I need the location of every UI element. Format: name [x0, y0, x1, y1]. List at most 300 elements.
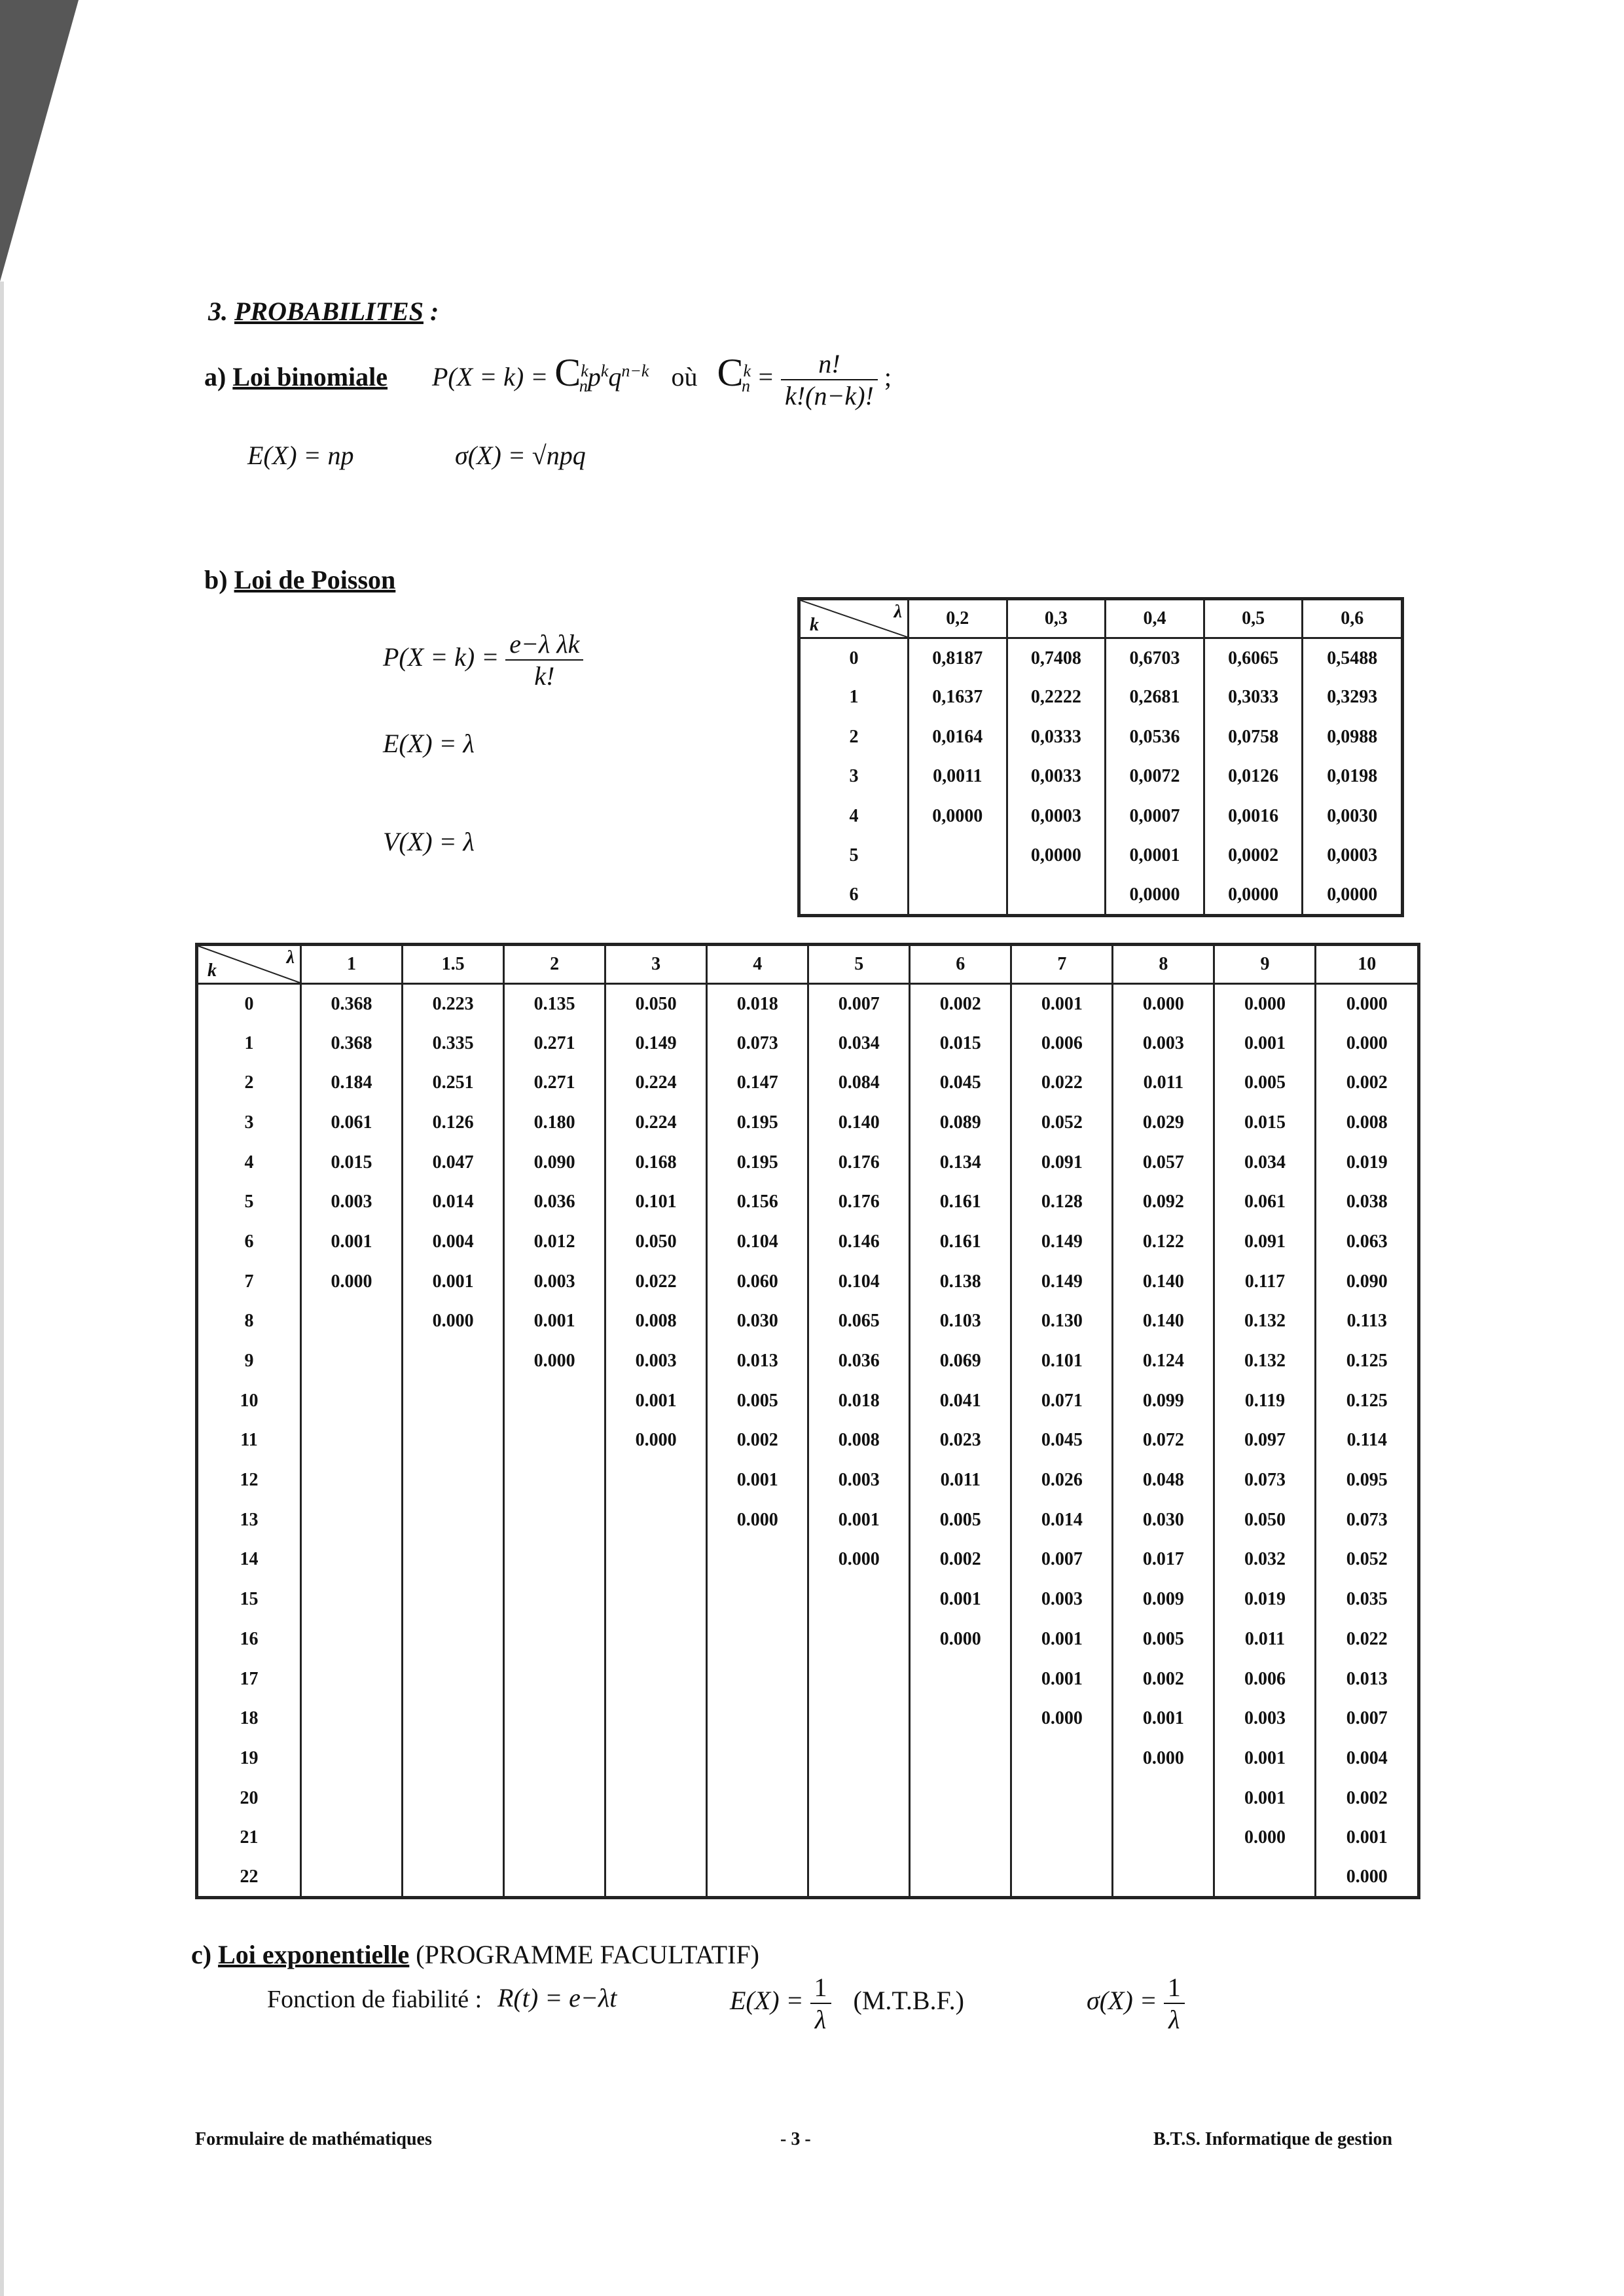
k-value-cell: 9	[197, 1341, 301, 1381]
probability-cell: 0.368	[301, 984, 403, 1024]
probability-cell: 0,0011	[909, 757, 1007, 797]
k-value-cell: 0	[197, 984, 301, 1024]
probability-cell	[403, 1699, 504, 1739]
probability-cell: 0.073	[1214, 1461, 1316, 1501]
probability-cell	[910, 1699, 1011, 1739]
probability-cell: 0.140	[808, 1103, 910, 1143]
probability-cell: 0.015	[301, 1142, 403, 1182]
probability-cell: 0.223	[403, 984, 504, 1024]
probability-cell	[1214, 1858, 1316, 1898]
probability-cell: 0.095	[1316, 1461, 1419, 1501]
probability-cell: 0.003	[1011, 1580, 1113, 1620]
binomial-heading	[204, 361, 388, 392]
probability-cell: 0.011	[910, 1461, 1011, 1501]
lambda-header-cell: 4	[707, 945, 808, 984]
table-row	[197, 1739, 1419, 1779]
binomial-title: Loi binomiale	[232, 362, 388, 392]
probability-cell: 0.013	[707, 1341, 808, 1381]
probability-cell	[301, 1540, 403, 1580]
table-row	[197, 1302, 1419, 1341]
k-value-cell: 3	[799, 757, 909, 797]
probability-cell: 0,1637	[909, 678, 1007, 718]
probability-cell: 0.149	[605, 1023, 707, 1063]
probability-cell	[504, 1500, 605, 1540]
poisson-formula-lhs: P(X = k) =	[383, 642, 499, 672]
scan-edge	[0, 282, 4, 2296]
table-row	[799, 757, 1403, 797]
probability-cell: 0,0988	[1303, 718, 1403, 757]
lambda-header-cell: 6	[910, 945, 1011, 984]
lambda-header-cell: 0,3	[1007, 599, 1106, 638]
probability-cell: 0.368	[301, 1023, 403, 1063]
probability-cell	[403, 1341, 504, 1381]
probability-cell: 0,0536	[1106, 718, 1204, 757]
probability-cell	[1113, 1818, 1214, 1858]
probability-cell	[1011, 1778, 1113, 1818]
table-row	[197, 1500, 1419, 1540]
probability-cell: 0.036	[808, 1341, 910, 1381]
lambda-header-cell: 7	[1011, 945, 1113, 984]
probability-cell: 0.149	[1011, 1222, 1113, 1262]
probability-cell	[403, 1858, 504, 1898]
poisson-heading	[204, 564, 395, 595]
probability-cell: 0.030	[707, 1302, 808, 1341]
poisson-variance: V(X) = λ	[383, 827, 475, 856]
probability-cell: 0.000	[1316, 1858, 1419, 1898]
table-row	[197, 1540, 1419, 1580]
expectation-frac-num: 1	[810, 1972, 831, 2004]
probability-cell: 0,8187	[909, 638, 1007, 678]
probability-cell: 0.072	[1113, 1421, 1214, 1461]
probability-cell: 0.090	[1316, 1262, 1419, 1302]
probability-cell: 0.117	[1214, 1262, 1316, 1302]
probability-cell: 0.017	[1113, 1540, 1214, 1580]
probability-cell: 0.001	[1011, 1620, 1113, 1660]
probability-cell: 0,2681	[1106, 678, 1204, 718]
exponential-title: Loi exponentielle	[218, 1940, 410, 1969]
probability-cell: 0.001	[1011, 984, 1113, 1024]
probability-cell: 0,0000	[1303, 876, 1403, 916]
table-row	[197, 1818, 1419, 1858]
probability-cell: 0.004	[403, 1222, 504, 1262]
probability-cell: 0.008	[808, 1421, 910, 1461]
probability-cell: 0.000	[1113, 1739, 1214, 1779]
probability-cell: 0.180	[504, 1103, 605, 1143]
probability-cell	[605, 1659, 707, 1699]
table-row	[197, 1381, 1419, 1421]
probability-cell: 0,7408	[1007, 638, 1106, 678]
probability-cell: 0.035	[1316, 1580, 1419, 1620]
probability-cell: 0.147	[707, 1063, 808, 1103]
footer-right: B.T.S. Informatique de gestion	[1153, 2129, 1393, 2149]
binomial-label: a)	[204, 362, 226, 392]
probability-cell: 0.091	[1011, 1142, 1113, 1182]
k-value-cell: 2	[799, 718, 909, 757]
k-value-cell: 0	[799, 638, 909, 678]
table-row	[799, 678, 1403, 718]
probability-cell: 0.011	[1113, 1063, 1214, 1103]
probability-cell	[301, 1461, 403, 1501]
probability-cell: 0.001	[808, 1500, 910, 1540]
k-value-cell: 2	[197, 1063, 301, 1103]
k-value-cell: 12	[197, 1461, 301, 1501]
probability-cell: 0.013	[1316, 1659, 1419, 1699]
probability-cell: 0.149	[1011, 1262, 1113, 1302]
probability-cell: 0.019	[1316, 1142, 1419, 1182]
table-row	[197, 1461, 1419, 1501]
k-value-cell: 21	[197, 1818, 301, 1858]
probability-cell	[504, 1461, 605, 1501]
table-row	[799, 638, 1403, 678]
table-row	[799, 797, 1403, 837]
probability-cell	[1113, 1858, 1214, 1898]
probability-cell: 0.005	[1113, 1620, 1214, 1660]
probability-cell: 0,0001	[1106, 836, 1204, 876]
probability-cell	[403, 1421, 504, 1461]
sigma-lhs: σ(X) =	[1087, 1986, 1157, 2016]
probability-cell	[808, 1580, 910, 1620]
probability-cell: 0.050	[605, 984, 707, 1024]
probability-cell	[808, 1699, 910, 1739]
probability-cell: 0.176	[808, 1142, 910, 1182]
probability-cell	[301, 1580, 403, 1620]
probability-cell: 0.073	[707, 1023, 808, 1063]
table-row	[197, 1341, 1419, 1381]
probability-cell	[301, 1421, 403, 1461]
probability-cell: 0.001	[1214, 1739, 1316, 1779]
probability-cell	[909, 836, 1007, 876]
section-heading	[208, 296, 439, 327]
probability-cell: 0.000	[1011, 1699, 1113, 1739]
probability-cell: 0.000	[910, 1620, 1011, 1660]
probability-cell: 0.128	[1011, 1182, 1113, 1222]
corner-k-label: k	[810, 615, 819, 635]
probability-cell	[403, 1500, 504, 1540]
probability-cell	[301, 1620, 403, 1660]
probability-cell	[403, 1540, 504, 1580]
probability-cell	[707, 1580, 808, 1620]
binomial-sigma: σ(X) = √npq	[455, 441, 586, 470]
probability-cell	[605, 1500, 707, 1540]
table-row	[197, 1063, 1419, 1103]
probability-cell: 0.092	[1113, 1182, 1214, 1222]
k-value-cell: 10	[197, 1381, 301, 1421]
probability-cell	[403, 1659, 504, 1699]
probability-cell	[707, 1739, 808, 1779]
probability-cell: 0.135	[504, 984, 605, 1024]
k-value-cell: 8	[197, 1302, 301, 1341]
probability-cell: 0.004	[1316, 1739, 1419, 1779]
probability-cell: 0.195	[707, 1142, 808, 1182]
k-value-cell: 14	[197, 1540, 301, 1580]
probability-cell: 0.060	[707, 1262, 808, 1302]
probability-cell: 0.335	[403, 1023, 504, 1063]
poisson-label: b)	[204, 565, 228, 594]
probability-cell	[1011, 1739, 1113, 1779]
probability-cell	[301, 1818, 403, 1858]
probability-cell: 0.029	[1113, 1103, 1214, 1143]
corner-lambda-label: λ	[286, 947, 295, 968]
probability-cell: 0.038	[1316, 1182, 1419, 1222]
probability-cell: 0,0126	[1204, 757, 1303, 797]
probability-cell: 0.061	[301, 1103, 403, 1143]
probability-cell: 0.014	[1011, 1500, 1113, 1540]
probability-cell: 0,0003	[1007, 797, 1106, 837]
probability-cell	[301, 1302, 403, 1341]
probability-cell: 0.119	[1214, 1381, 1316, 1421]
probability-cell: 0.000	[504, 1341, 605, 1381]
poisson-formula-num: e−λ λk	[505, 629, 583, 661]
table-row	[197, 1778, 1419, 1818]
probability-cell	[301, 1500, 403, 1540]
probability-cell	[910, 1778, 1011, 1818]
exponential-heading	[191, 1939, 759, 1970]
probability-cell	[707, 1778, 808, 1818]
probability-cell: 0.034	[1214, 1142, 1316, 1182]
poisson-title: Loi de Poisson	[234, 565, 396, 594]
table-row	[197, 1659, 1419, 1699]
section-title: PROBABILITES	[234, 297, 424, 326]
probability-cell: 0.034	[808, 1023, 910, 1063]
probability-cell: 0.001	[301, 1222, 403, 1262]
probability-cell: 0.184	[301, 1063, 403, 1103]
probability-cell: 0.006	[1011, 1023, 1113, 1063]
probability-cell	[403, 1739, 504, 1779]
probability-cell	[403, 1818, 504, 1858]
table-row	[197, 1858, 1419, 1898]
probability-cell	[605, 1540, 707, 1580]
exponential-note: (PROGRAMME FACULTATIF)	[416, 1940, 759, 1969]
probability-cell: 0.138	[910, 1262, 1011, 1302]
probability-cell: 0.000	[301, 1262, 403, 1302]
section-suffix: :	[429, 297, 439, 326]
lambda-header-cell: 0,2	[909, 599, 1007, 638]
probability-cell: 0,0003	[1303, 836, 1403, 876]
probability-cell: 0,0000	[1007, 836, 1106, 876]
lambda-header-cell: 0,4	[1106, 599, 1204, 638]
probability-cell: 0.008	[605, 1302, 707, 1341]
poisson-formula	[383, 629, 583, 691]
probability-cell: 0,0758	[1204, 718, 1303, 757]
probability-cell: 0.000	[1214, 984, 1316, 1024]
lambda-header-cell: 5	[808, 945, 910, 984]
lambda-header-cell: 10	[1316, 945, 1419, 984]
probability-cell	[605, 1818, 707, 1858]
probability-cell: 0.001	[605, 1381, 707, 1421]
probability-cell	[1011, 1818, 1113, 1858]
probability-cell: 0.047	[403, 1142, 504, 1182]
table-row	[197, 1103, 1419, 1143]
probability-cell: 0.003	[301, 1182, 403, 1222]
probability-cell: 0.271	[504, 1023, 605, 1063]
table-row	[799, 718, 1403, 757]
probability-cell: 0.001	[707, 1461, 808, 1501]
probability-cell	[605, 1620, 707, 1660]
table-row	[197, 1182, 1419, 1222]
probability-cell	[707, 1659, 808, 1699]
probability-cell: 0.146	[808, 1222, 910, 1262]
probability-cell: 0.045	[910, 1063, 1011, 1103]
probability-cell: 0.065	[808, 1302, 910, 1341]
table-row	[197, 1262, 1419, 1302]
table-row	[197, 1620, 1419, 1660]
probability-cell: 0.134	[910, 1142, 1011, 1182]
probability-cell	[301, 1699, 403, 1739]
exponential-label: c)	[191, 1940, 212, 1969]
probability-cell: 0.005	[1214, 1063, 1316, 1103]
probability-cell	[301, 1381, 403, 1421]
probability-cell: 0.001	[1214, 1778, 1316, 1818]
probability-cell: 0.002	[1316, 1778, 1419, 1818]
k-value-cell: 7	[197, 1262, 301, 1302]
probability-cell: 0.125	[1316, 1381, 1419, 1421]
probability-cell: 0.090	[504, 1142, 605, 1182]
probability-cell: 0.002	[1113, 1659, 1214, 1699]
table-row	[197, 1580, 1419, 1620]
probability-cell: 0.003	[808, 1461, 910, 1501]
poisson-small-table	[797, 597, 1404, 917]
probability-cell: 0.001	[1214, 1023, 1316, 1063]
probability-cell: 0.161	[910, 1182, 1011, 1222]
probability-cell	[808, 1818, 910, 1858]
probability-cell: 0.125	[1316, 1341, 1419, 1381]
probability-cell: 0.009	[1113, 1580, 1214, 1620]
table-corner-cell	[197, 945, 301, 984]
probability-cell: 0.113	[1316, 1302, 1419, 1341]
probability-cell: 0.161	[910, 1222, 1011, 1262]
probability-cell	[403, 1381, 504, 1421]
mtbf-label: (M.T.B.F.)	[853, 1986, 964, 2016]
probability-cell: 0.084	[808, 1063, 910, 1103]
probability-cell: 0,0198	[1303, 757, 1403, 797]
poisson-expectation: E(X) = λ	[383, 729, 475, 758]
probability-cell: 0.132	[1214, 1341, 1316, 1381]
probability-cell: 0,2222	[1007, 678, 1106, 718]
probability-cell: 0.099	[1113, 1381, 1214, 1421]
probability-cell: 0.003	[605, 1341, 707, 1381]
probability-cell	[707, 1620, 808, 1660]
probability-cell: 0.001	[1316, 1818, 1419, 1858]
probability-cell: 0,5488	[1303, 638, 1403, 678]
probability-cell: 0.022	[605, 1262, 707, 1302]
probability-cell	[403, 1778, 504, 1818]
probability-cell: 0,6703	[1106, 638, 1204, 678]
table-row	[197, 1142, 1419, 1182]
probability-cell	[910, 1818, 1011, 1858]
k-value-cell: 4	[197, 1142, 301, 1182]
probability-cell	[301, 1659, 403, 1699]
poisson-big-table	[195, 943, 1420, 1899]
probability-cell: 0.015	[1214, 1103, 1316, 1143]
probability-cell: 0,0164	[909, 718, 1007, 757]
probability-cell: 0.019	[1214, 1580, 1316, 1620]
probability-cell	[301, 1778, 403, 1818]
probability-cell: 0.007	[1316, 1699, 1419, 1739]
probability-cell: 0.271	[504, 1063, 605, 1103]
probability-cell	[605, 1858, 707, 1898]
probability-cell: 0.022	[1011, 1063, 1113, 1103]
probability-cell: 0.000	[403, 1302, 504, 1341]
probability-cell: 0.001	[1011, 1659, 1113, 1699]
probability-cell: 0.132	[1214, 1302, 1316, 1341]
probability-cell: 0,0033	[1007, 757, 1106, 797]
probability-cell: 0.063	[1316, 1222, 1419, 1262]
probability-cell	[504, 1421, 605, 1461]
probability-cell: 0.002	[910, 1540, 1011, 1580]
probability-cell: 0.001	[504, 1302, 605, 1341]
probability-cell: 0.048	[1113, 1461, 1214, 1501]
k-value-cell: 17	[197, 1659, 301, 1699]
k-value-cell: 22	[197, 1858, 301, 1898]
probability-cell	[403, 1620, 504, 1660]
table-row	[799, 876, 1403, 916]
lambda-header-cell: 1.5	[403, 945, 504, 984]
k-value-cell: 20	[197, 1778, 301, 1818]
lambda-header-cell: 9	[1214, 945, 1316, 984]
probability-cell: 0.052	[1316, 1540, 1419, 1580]
lambda-header-cell: 3	[605, 945, 707, 984]
binomial-expectation: E(X) = np	[247, 441, 354, 470]
exponential-sigma	[1087, 1972, 1185, 2035]
probability-cell: 0.026	[1011, 1461, 1113, 1501]
probability-cell: 0.005	[910, 1500, 1011, 1540]
probability-cell	[1113, 1778, 1214, 1818]
probability-cell: 0.176	[808, 1182, 910, 1222]
lambda-header-cell: 8	[1113, 945, 1214, 984]
probability-cell: 0,0016	[1204, 797, 1303, 837]
k-value-cell: 4	[799, 797, 909, 837]
k-value-cell: 5	[799, 836, 909, 876]
probability-cell	[403, 1461, 504, 1501]
probability-cell	[808, 1620, 910, 1660]
probability-cell: 0,0000	[1106, 876, 1204, 916]
binomial-formula-lhs: P(X = k) =	[432, 362, 549, 392]
probability-cell: 0.097	[1214, 1421, 1316, 1461]
probability-cell	[910, 1739, 1011, 1779]
section-number: 3.	[208, 297, 228, 326]
probability-cell: 0.089	[910, 1103, 1011, 1143]
probability-cell: 0.000	[1113, 984, 1214, 1024]
probability-cell	[707, 1818, 808, 1858]
probability-cell: 0.000	[707, 1500, 808, 1540]
binomial-ou: où	[671, 362, 698, 392]
binomial-semicolon: ;	[884, 362, 892, 392]
probability-cell: 0.000	[1316, 984, 1419, 1024]
expectation-frac-den: λ	[814, 2005, 827, 2034]
lambda-header-cell: 2	[504, 945, 605, 984]
probability-cell: 0,6065	[1204, 638, 1303, 678]
poisson-formula-den: k!	[534, 661, 555, 691]
probability-cell: 0.000	[1214, 1818, 1316, 1858]
probability-cell: 0.156	[707, 1182, 808, 1222]
probability-cell	[605, 1580, 707, 1620]
corner-lambda-label: λ	[893, 602, 902, 622]
probability-cell: 0,0333	[1007, 718, 1106, 757]
probability-cell	[808, 1739, 910, 1779]
probability-cell: 0.224	[605, 1103, 707, 1143]
lambda-header-cell: 1	[301, 945, 403, 984]
probability-cell: 0.057	[1113, 1142, 1214, 1182]
probability-cell	[910, 1659, 1011, 1699]
probability-cell: 0,0000	[909, 797, 1007, 837]
probability-cell	[301, 1858, 403, 1898]
probability-cell: 0.000	[808, 1540, 910, 1580]
probability-cell: 0.022	[1316, 1620, 1419, 1660]
probability-cell	[301, 1739, 403, 1779]
probability-cell: 0.124	[1113, 1341, 1214, 1381]
probability-cell	[808, 1778, 910, 1818]
probability-cell: 0.091	[1214, 1222, 1316, 1262]
